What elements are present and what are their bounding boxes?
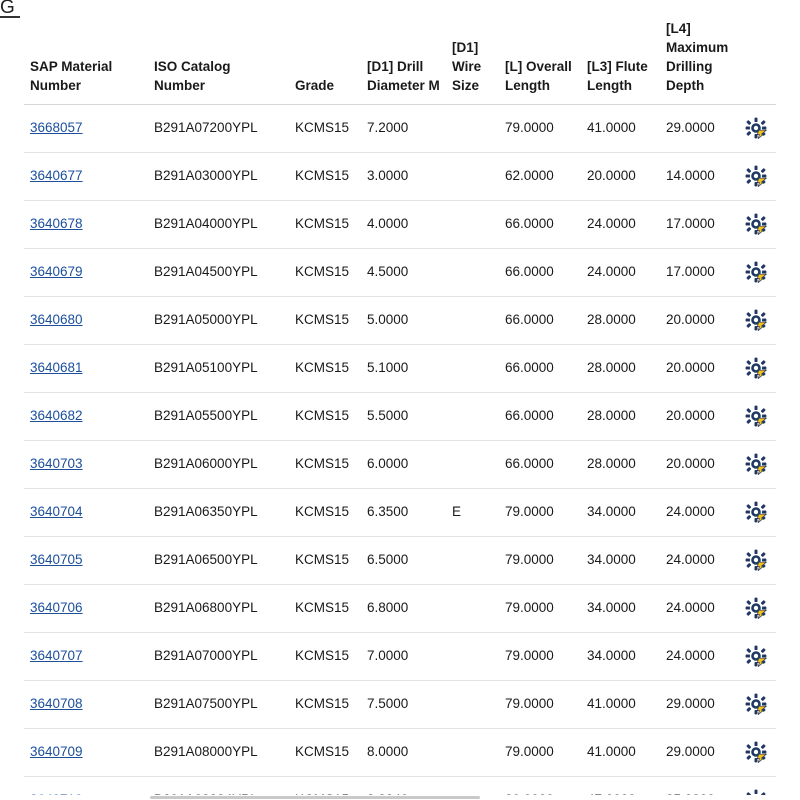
cell-iso-catalog-number: B291A07200YPL xyxy=(148,104,289,152)
gear-icon[interactable] xyxy=(745,405,767,427)
cell-actions xyxy=(735,200,776,248)
cell-sap-material-number xyxy=(24,200,148,248)
cell-drill-diameter: 5.0000 xyxy=(361,296,446,344)
right-gutter xyxy=(776,0,800,800)
cell-flute-length: 34.0000 xyxy=(581,584,660,632)
table-row xyxy=(24,104,776,152)
sap-material-number-link[interactable]: 3640704 xyxy=(30,504,83,519)
cell-sap-material-number xyxy=(24,296,148,344)
sap-material-number-link[interactable]: 3668057 xyxy=(30,120,83,135)
horizontal-scrollbar-thumb[interactable] xyxy=(150,796,480,799)
cell-overall-length: 79.0000 xyxy=(499,728,581,776)
cell-iso-catalog-number: B291A06350YPL xyxy=(148,488,289,536)
cell-flute-length: 34.0000 xyxy=(581,632,660,680)
sap-material-number-link[interactable]: 3640678 xyxy=(30,216,83,231)
cell-sap-material-number xyxy=(24,344,148,392)
product-table-container xyxy=(24,0,776,800)
gear-icon[interactable] xyxy=(745,309,767,331)
product-table xyxy=(24,0,776,800)
cell-flute-length: 28.0000 xyxy=(581,440,660,488)
cell-actions xyxy=(735,584,776,632)
column-header-overall-length[interactable]: [L] Overall Length xyxy=(499,0,581,104)
gear-icon[interactable] xyxy=(745,117,767,139)
cell-max-drilling-depth: 17.0000 xyxy=(660,248,735,296)
cell-overall-length: 66.0000 xyxy=(499,392,581,440)
cell-drill-diameter: 5.5000 xyxy=(361,392,446,440)
table-header xyxy=(24,0,776,104)
gear-icon[interactable] xyxy=(745,453,767,475)
cell-drill-diameter: 6.3500 xyxy=(361,488,446,536)
table-row xyxy=(24,248,776,296)
table-header-row xyxy=(24,0,776,104)
cell-wire-size xyxy=(446,104,499,152)
table-row xyxy=(24,632,776,680)
table-row xyxy=(24,440,776,488)
cell-sap-material-number xyxy=(24,680,148,728)
cell-sap-material-number xyxy=(24,248,148,296)
cell-overall-length: 66.0000 xyxy=(499,440,581,488)
column-header-sap-material-number[interactable]: SAP Material Number xyxy=(24,0,148,104)
gear-icon[interactable] xyxy=(745,597,767,619)
cell-iso-catalog-number: B291A05500YPL xyxy=(148,392,289,440)
table-row xyxy=(24,488,776,536)
cell-overall-length: 79.0000 xyxy=(499,488,581,536)
cell-drill-diameter: 6.5000 xyxy=(361,536,446,584)
cell-overall-length: 66.0000 xyxy=(499,344,581,392)
cell-actions xyxy=(735,488,776,536)
column-header-flute-length[interactable]: [L3] Flute Length xyxy=(581,0,660,104)
cell-sap-material-number xyxy=(24,440,148,488)
cell-max-drilling-depth: 29.0000 xyxy=(660,680,735,728)
cell-actions xyxy=(735,248,776,296)
cell-actions xyxy=(735,536,776,584)
sap-material-number-link[interactable]: 3640706 xyxy=(30,600,83,615)
cell-grade: KCMS15 xyxy=(289,392,361,440)
cell-max-drilling-depth: 24.0000 xyxy=(660,536,735,584)
cell-overall-length: 79.0000 xyxy=(499,536,581,584)
cell-iso-catalog-number: B291A04000YPL xyxy=(148,200,289,248)
cell-max-drilling-depth: 24.0000 xyxy=(660,584,735,632)
cell-grade: KCMS15 xyxy=(289,728,361,776)
horizontal-scrollbar[interactable] xyxy=(0,795,800,800)
table-body xyxy=(24,104,776,800)
cell-iso-catalog-number: B291A04500YPL xyxy=(148,248,289,296)
table-row xyxy=(24,296,776,344)
cell-drill-diameter: 8.0000 xyxy=(361,728,446,776)
cell-actions xyxy=(735,680,776,728)
cell-max-drilling-depth: 20.0000 xyxy=(660,392,735,440)
cell-max-drilling-depth: 29.0000 xyxy=(660,728,735,776)
cell-overall-length: 79.0000 xyxy=(499,584,581,632)
cell-grade: KCMS15 xyxy=(289,152,361,200)
column-header-iso-catalog-number[interactable]: ISO Catalog Number xyxy=(148,0,289,104)
page-edge-artifact xyxy=(0,0,26,44)
cell-sap-material-number xyxy=(24,152,148,200)
cell-iso-catalog-number: B291A07500YPL xyxy=(148,680,289,728)
cell-grade: KCMS15 xyxy=(289,536,361,584)
cell-wire-size xyxy=(446,200,499,248)
column-header-grade[interactable]: Grade xyxy=(289,0,361,104)
cell-actions xyxy=(735,392,776,440)
cell-grade: KCMS15 xyxy=(289,344,361,392)
cell-max-drilling-depth: 20.0000 xyxy=(660,440,735,488)
column-header-drill-diameter[interactable]: [D1] Drill Diameter M xyxy=(361,0,446,104)
gear-icon[interactable] xyxy=(745,693,767,715)
sap-material-number-link[interactable]: 3640680 xyxy=(30,312,83,327)
cell-sap-material-number xyxy=(24,536,148,584)
cell-flute-length: 28.0000 xyxy=(581,392,660,440)
cell-wire-size xyxy=(446,680,499,728)
cell-drill-diameter: 7.2000 xyxy=(361,104,446,152)
cell-drill-diameter: 6.8000 xyxy=(361,584,446,632)
table-row xyxy=(24,392,776,440)
sap-material-number-link[interactable]: 3640681 xyxy=(30,360,83,375)
cell-drill-diameter: 4.5000 xyxy=(361,248,446,296)
cell-overall-length: 79.0000 xyxy=(499,104,581,152)
cell-overall-length: 62.0000 xyxy=(499,152,581,200)
cell-drill-diameter: 7.5000 xyxy=(361,680,446,728)
cell-overall-length: 66.0000 xyxy=(499,248,581,296)
cell-sap-material-number xyxy=(24,728,148,776)
gear-icon[interactable] xyxy=(745,645,767,667)
cell-wire-size xyxy=(446,440,499,488)
cell-flute-length: 24.0000 xyxy=(581,200,660,248)
cell-drill-diameter: 5.1000 xyxy=(361,344,446,392)
cell-flute-length: 41.0000 xyxy=(581,728,660,776)
cell-max-drilling-depth: 14.0000 xyxy=(660,152,735,200)
cell-overall-length: 79.0000 xyxy=(499,680,581,728)
sap-material-number-link[interactable]: 3640708 xyxy=(30,696,83,711)
cell-sap-material-number xyxy=(24,488,148,536)
cell-max-drilling-depth: 24.0000 xyxy=(660,488,735,536)
cell-grade: KCMS15 xyxy=(289,440,361,488)
sap-material-number-link[interactable]: 3640677 xyxy=(30,168,83,183)
cell-iso-catalog-number: B291A06000YPL xyxy=(148,440,289,488)
artifact-glyph: G xyxy=(0,0,15,18)
cell-grade: KCMS15 xyxy=(289,680,361,728)
cell-sap-material-number xyxy=(24,392,148,440)
cell-sap-material-number xyxy=(24,632,148,680)
gear-icon[interactable] xyxy=(745,741,767,763)
artifact-rule xyxy=(0,16,20,18)
cell-grade: KCMS15 xyxy=(289,104,361,152)
cell-drill-diameter: 4.0000 xyxy=(361,200,446,248)
cell-overall-length: 66.0000 xyxy=(499,200,581,248)
cell-wire-size xyxy=(446,296,499,344)
gear-icon[interactable] xyxy=(745,357,767,379)
cell-wire-size xyxy=(446,536,499,584)
sap-material-number-link[interactable]: 3640707 xyxy=(30,648,83,663)
cell-actions xyxy=(735,104,776,152)
cell-sap-material-number xyxy=(24,104,148,152)
cell-drill-diameter: 6.0000 xyxy=(361,440,446,488)
cell-grade: KCMS15 xyxy=(289,584,361,632)
cell-flute-length: 28.0000 xyxy=(581,344,660,392)
table-row xyxy=(24,728,776,776)
cell-wire-size xyxy=(446,392,499,440)
gear-icon[interactable] xyxy=(745,165,767,187)
cell-drill-diameter: 7.0000 xyxy=(361,632,446,680)
cell-grade: KCMS15 xyxy=(289,296,361,344)
column-header-wire-size[interactable]: [D1] Wire Size xyxy=(446,0,499,104)
cell-iso-catalog-number: B291A05000YPL xyxy=(148,296,289,344)
cell-grade: KCMS15 xyxy=(289,248,361,296)
sap-material-number-link[interactable]: 3640682 xyxy=(30,408,83,423)
cell-grade: KCMS15 xyxy=(289,632,361,680)
cell-grade: KCMS15 xyxy=(289,488,361,536)
cell-flute-length: 34.0000 xyxy=(581,488,660,536)
cell-wire-size xyxy=(446,584,499,632)
cell-wire-size: E xyxy=(446,488,499,536)
cell-sap-material-number xyxy=(24,584,148,632)
cell-max-drilling-depth: 24.0000 xyxy=(660,632,735,680)
cell-flute-length: 34.0000 xyxy=(581,536,660,584)
table-row xyxy=(24,200,776,248)
table-row xyxy=(24,536,776,584)
gear-icon[interactable] xyxy=(745,501,767,523)
cell-max-drilling-depth: 17.0000 xyxy=(660,200,735,248)
cell-wire-size xyxy=(446,632,499,680)
cell-grade: KCMS15 xyxy=(289,200,361,248)
cell-max-drilling-depth: 20.0000 xyxy=(660,344,735,392)
cell-drill-diameter: 3.0000 xyxy=(361,152,446,200)
table-row xyxy=(24,680,776,728)
column-header-max-drilling-depth[interactable]: [L4] Maximum Drilling Depth xyxy=(660,0,735,104)
sap-material-number-link[interactable]: 3640705 xyxy=(30,552,83,567)
table-row xyxy=(24,344,776,392)
cell-max-drilling-depth: 29.0000 xyxy=(660,104,735,152)
cell-wire-size xyxy=(446,344,499,392)
cell-max-drilling-depth: 20.0000 xyxy=(660,296,735,344)
cell-overall-length: 79.0000 xyxy=(499,632,581,680)
cell-flute-length: 24.0000 xyxy=(581,248,660,296)
gear-icon[interactable] xyxy=(745,549,767,571)
cell-iso-catalog-number: B291A03000YPL xyxy=(148,152,289,200)
cell-overall-length: 66.0000 xyxy=(499,296,581,344)
cell-iso-catalog-number: B291A05100YPL xyxy=(148,344,289,392)
gear-icon[interactable] xyxy=(745,213,767,235)
cell-wire-size xyxy=(446,248,499,296)
cell-iso-catalog-number: B291A06800YPL xyxy=(148,584,289,632)
cell-flute-length: 28.0000 xyxy=(581,296,660,344)
cell-actions xyxy=(735,152,776,200)
cell-wire-size xyxy=(446,728,499,776)
column-header-actions xyxy=(735,0,776,104)
cell-flute-length: 41.0000 xyxy=(581,104,660,152)
sap-material-number-link[interactable]: 3640703 xyxy=(30,456,83,471)
table-row xyxy=(24,584,776,632)
sap-material-number-link[interactable]: 3640679 xyxy=(30,264,83,279)
cell-actions xyxy=(735,440,776,488)
cell-iso-catalog-number: B291A06500YPL xyxy=(148,536,289,584)
cell-iso-catalog-number: B291A08000YPL xyxy=(148,728,289,776)
cell-actions xyxy=(735,728,776,776)
cell-actions xyxy=(735,344,776,392)
cell-flute-length: 20.0000 xyxy=(581,152,660,200)
cell-wire-size xyxy=(446,152,499,200)
cell-actions xyxy=(735,296,776,344)
cell-actions xyxy=(735,632,776,680)
sap-material-number-link[interactable]: 3640709 xyxy=(30,744,83,759)
table-row xyxy=(24,152,776,200)
cell-flute-length: 41.0000 xyxy=(581,680,660,728)
cell-iso-catalog-number: B291A07000YPL xyxy=(148,632,289,680)
gear-icon[interactable] xyxy=(745,261,767,283)
